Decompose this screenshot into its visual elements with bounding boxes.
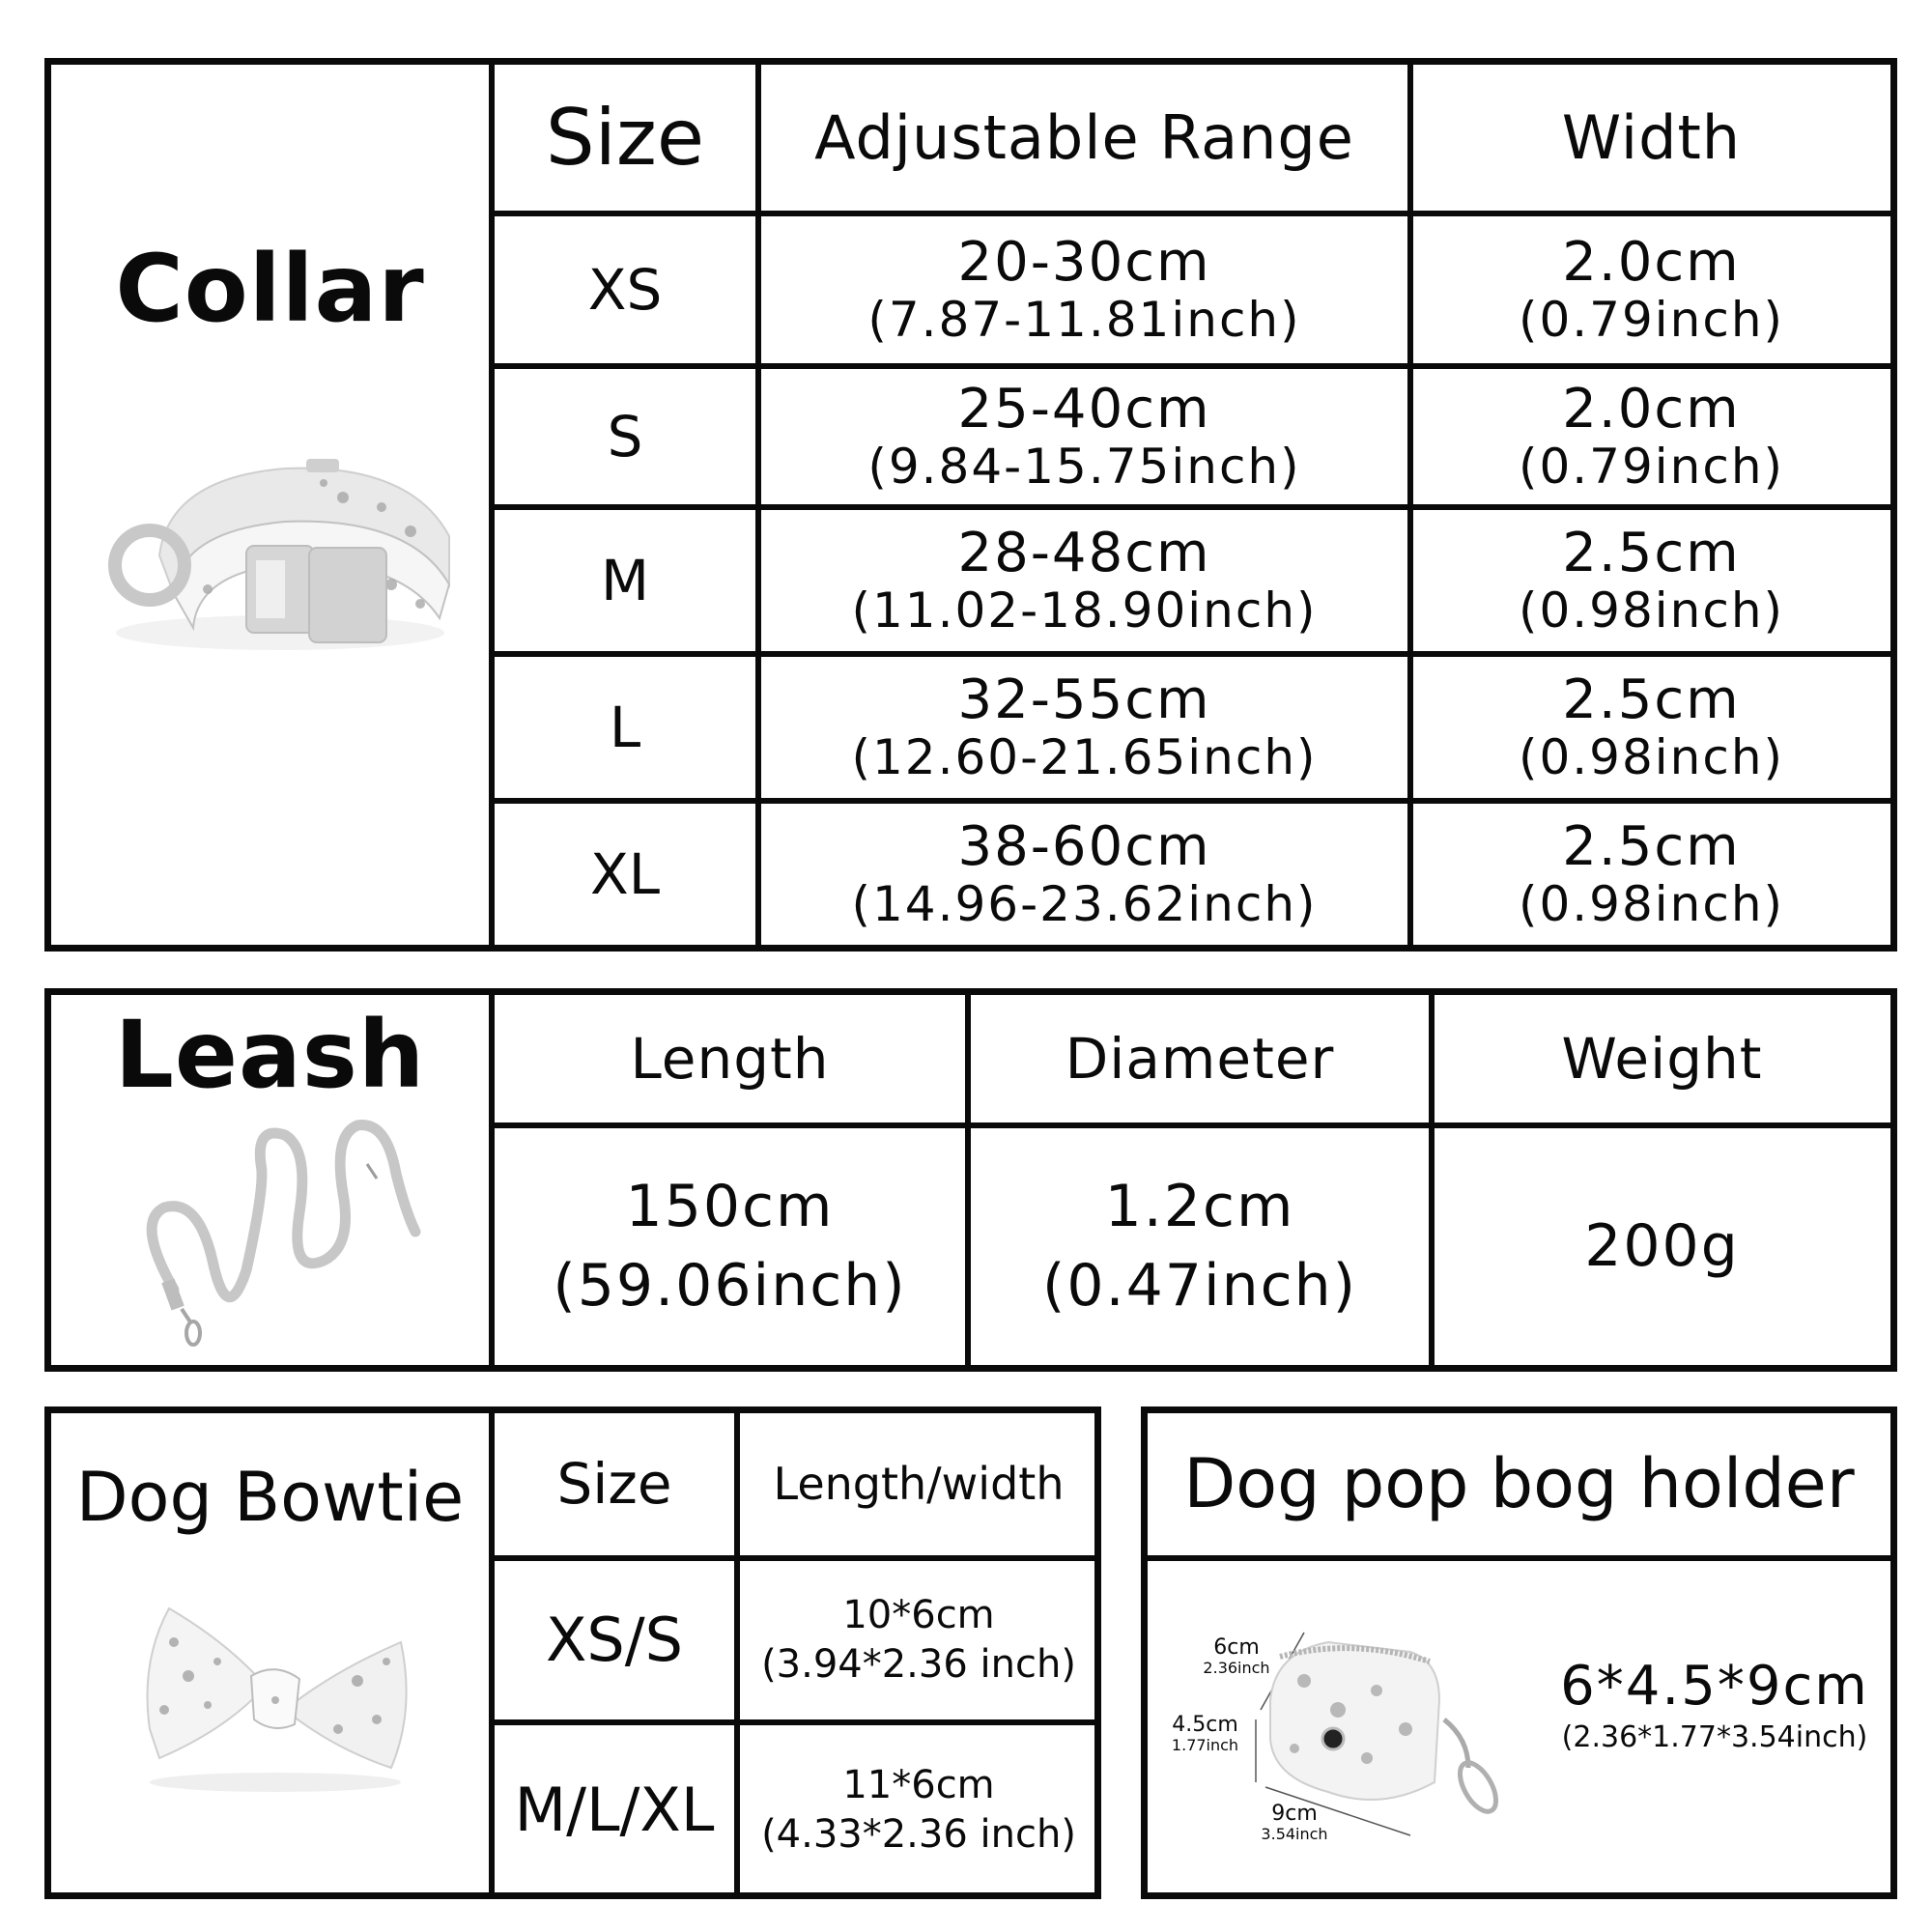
size-xl: XL	[589, 840, 661, 907]
width-cell: 2.0cm (0.79inch)	[1518, 377, 1785, 496]
leash-header-diameter: Diameter	[1065, 1025, 1335, 1092]
width-cell: 2.5cm (0.98inch)	[1518, 814, 1785, 933]
collar-header-size: Size	[545, 93, 705, 184]
dim-label-depth: 4.5cm 1.77inch	[1171, 1712, 1239, 1755]
bowtie-title: Dog Bowtie	[75, 1457, 465, 1537]
collar-image	[92, 440, 459, 662]
bowtie-dims-cell: 10*6cm (3.94*2.36 inch)	[761, 1593, 1076, 1687]
bowtie-size-m-l-xl: M/L/XL	[514, 1774, 715, 1845]
leash-image	[116, 1106, 425, 1348]
range-cell: 20-30cm (7.87-11.81inch)	[867, 230, 1301, 349]
bowtie-header-size: Size	[556, 1451, 672, 1518]
leash-length-value: 150cm (59.06inch)	[553, 1173, 907, 1320]
leash-weight-value: 200g	[1584, 1211, 1740, 1280]
collar-title: Collar	[115, 235, 425, 344]
leash-icon	[116, 1106, 425, 1348]
bag-holder-dims: 6*4.5*9cm (2.36*1.77*3.54inch)	[1560, 1654, 1869, 1754]
width-cell: 2.5cm (0.98inch)	[1518, 521, 1785, 639]
range-cell: 28-48cm (11.02-18.90inch)	[851, 521, 1318, 639]
collar-header-width: Width	[1561, 102, 1742, 174]
bowtie-dims-cell: 11*6cm (4.33*2.36 inch)	[761, 1762, 1076, 1857]
leash-header-weight: Weight	[1561, 1025, 1763, 1092]
width-cell: 2.5cm (0.98inch)	[1518, 668, 1785, 786]
leash-title: Leash	[114, 1000, 426, 1109]
width-cell: 2.0cm (0.79inch)	[1518, 230, 1785, 349]
leash-diameter-value: 1.2cm (0.47inch)	[1041, 1173, 1358, 1320]
dim-label-length: 9cm 3.54inch	[1261, 1801, 1328, 1844]
size-s: S	[607, 403, 643, 469]
bag-holder-title: Dog pop bog holder	[1183, 1444, 1855, 1524]
dim-label-height: 6cm 2.36inch	[1203, 1634, 1270, 1678]
collar-header-range: Adjustable Range	[814, 102, 1354, 174]
range-cell: 38-60cm (14.96-23.62inch)	[851, 814, 1318, 933]
bowtie-size-xs-s: XS/S	[545, 1605, 684, 1676]
size-m: M	[600, 547, 650, 613]
range-cell: 32-55cm (12.60-21.65inch)	[851, 668, 1318, 786]
bowtie-header-dims: Length/width	[773, 1457, 1065, 1510]
bowtie-icon	[130, 1604, 420, 1797]
range-cell: 25-40cm (9.84-15.75inch)	[867, 377, 1301, 496]
collar-icon	[92, 440, 459, 662]
size-l: L	[609, 694, 641, 760]
leash-header-length: Length	[630, 1025, 830, 1092]
bowtie-image	[130, 1604, 420, 1797]
divider	[1145, 1555, 1893, 1561]
size-xs: XS	[587, 256, 663, 323]
